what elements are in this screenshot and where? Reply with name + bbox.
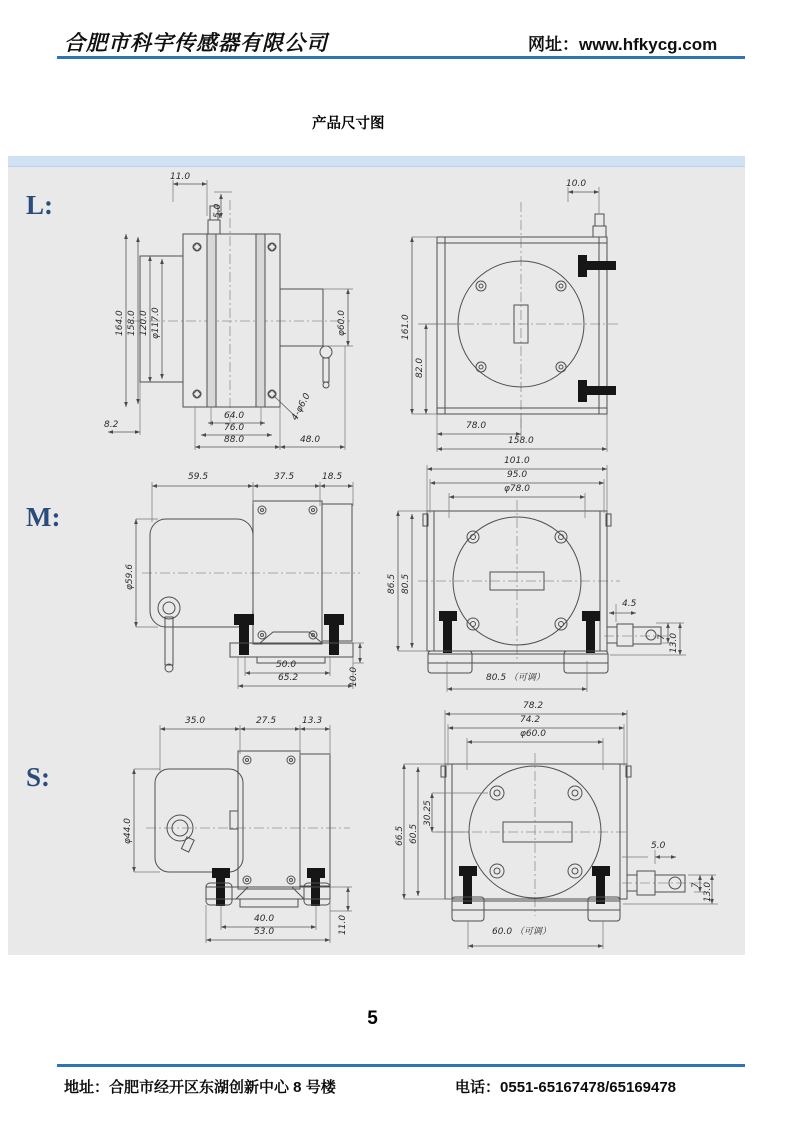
footer-phone-label: 电话： <box>455 1079 501 1096</box>
dim-s-front-w1: 78.2 <box>523 701 544 711</box>
drawing-panel <box>8 156 745 955</box>
section-label-m: M: <box>26 502 61 532</box>
footer-address <box>64 1076 336 1097</box>
dim-m-front-c1: 7 <box>657 634 667 640</box>
dim-m-front-base <box>486 674 545 683</box>
section-label-l: L: <box>26 190 53 220</box>
page-number: 5 <box>367 1008 378 1029</box>
dim-l-side-h2: 158.0 <box>127 310 137 336</box>
l-front-view <box>412 187 620 452</box>
dim-m-front-off: 4.5 <box>622 599 637 609</box>
dimension-drawing <box>8 156 745 955</box>
dim-s-front-base-value: 60.0 <box>492 927 513 937</box>
dim-l-front-w2: 158.0 <box>508 436 534 446</box>
company-name: 合肥市科宇传感器有限公司 <box>64 31 328 55</box>
dim-s-front-c1: 7 <box>691 882 701 888</box>
dim-s-side-b2: 53.0 <box>254 927 275 937</box>
dim-m-front-base-note: （可调） <box>508 673 545 683</box>
dim-m-front-h1: 86.5 <box>387 573 397 594</box>
dim-s-side-w1: 35.0 <box>185 716 206 726</box>
website <box>528 30 717 55</box>
page-title: 产品尺寸图 <box>312 116 385 132</box>
dim-m-side-b2: 65.2 <box>278 673 299 683</box>
dim-l-side-d1: φ117.0 <box>151 307 161 339</box>
dim-l-side-h3: 120.0 <box>139 310 149 336</box>
s-side-view <box>134 725 352 943</box>
dim-l-side-offset: 11.0 <box>170 172 191 182</box>
footer-address-value: 合肥市经开区东湖创新中心 8 号楼 <box>109 1079 336 1096</box>
dim-s-front-d1: φ60.0 <box>520 729 546 739</box>
dim-m-side-w2: 37.5 <box>274 472 295 482</box>
dim-s-front-base <box>492 928 551 937</box>
dim-s-front-h1: 66.5 <box>395 825 405 846</box>
dim-m-front-w1: 101.0 <box>504 456 530 466</box>
dim-m-side-b1: 50.0 <box>276 660 297 670</box>
dim-l-front-h2: 82.0 <box>415 357 425 378</box>
footer-rule <box>57 1064 745 1067</box>
dim-l-side-gap: 8.2 <box>104 420 119 430</box>
footer-phone <box>455 1076 676 1097</box>
footer-address-label: 地址： <box>64 1079 110 1096</box>
dim-l-front-w1: 78.0 <box>466 421 487 431</box>
dim-s-front-w2: 74.2 <box>520 715 541 725</box>
dim-l-front-h1: 161.0 <box>401 314 411 340</box>
dim-m-side-w1: 59.5 <box>188 472 209 482</box>
dim-l-front-top: 10.0 <box>566 179 587 189</box>
dim-s-front-off: 5.0 <box>651 841 666 851</box>
website-url: www.hfkycg.com <box>579 35 718 54</box>
dim-l-side-w1: 64.0 <box>224 411 245 421</box>
dim-s-side-w2: 27.5 <box>256 716 277 726</box>
dim-l-side-w2: 76.0 <box>224 423 245 433</box>
dim-m-side-hb: 10.0 <box>349 666 359 687</box>
dim-s-front-c2: 13.0 <box>703 881 713 902</box>
section-label-s: S: <box>26 762 51 792</box>
header-rule <box>57 56 745 59</box>
dim-m-front-c2: 13.0 <box>669 632 679 653</box>
dim-s-front-h2: 60.5 <box>409 823 419 844</box>
dim-s-side-d1: φ44.0 <box>123 818 133 844</box>
dim-m-front-w2: 95.0 <box>507 470 528 480</box>
m-front-view <box>398 465 686 692</box>
website-label: 网址： <box>528 35 579 54</box>
dim-l-side-w4: 48.0 <box>300 435 321 445</box>
dim-m-side-w3: 18.5 <box>322 472 343 482</box>
dim-s-side-hb: 11.0 <box>338 914 348 935</box>
dim-m-front-h2: 80.5 <box>401 573 411 594</box>
dim-l-side-tip: 5.0 <box>213 203 223 218</box>
dim-s-front-base-note: （可调） <box>514 927 551 937</box>
m-side-view <box>136 482 364 689</box>
dim-s-side-b1: 40.0 <box>254 914 275 924</box>
footer-phone-value: 0551-65167478/65169478 <box>500 1079 677 1096</box>
dim-l-side-h1: 164.0 <box>115 310 125 336</box>
dim-m-front-base-value: 80.5 <box>486 673 507 683</box>
dim-m-side-d1: φ59.6 <box>125 564 135 590</box>
dim-l-side-d2: φ60.0 <box>337 310 347 336</box>
dim-s-front-h3: 30.25 <box>423 800 433 826</box>
s-front-view <box>404 710 718 949</box>
dim-l-side-holes: 4-φ6.0 <box>290 391 313 423</box>
dim-m-front-d1: φ78.0 <box>504 484 530 494</box>
dim-l-side-w3: 88.0 <box>224 435 245 445</box>
dim-s-side-w3: 13.3 <box>302 716 323 726</box>
